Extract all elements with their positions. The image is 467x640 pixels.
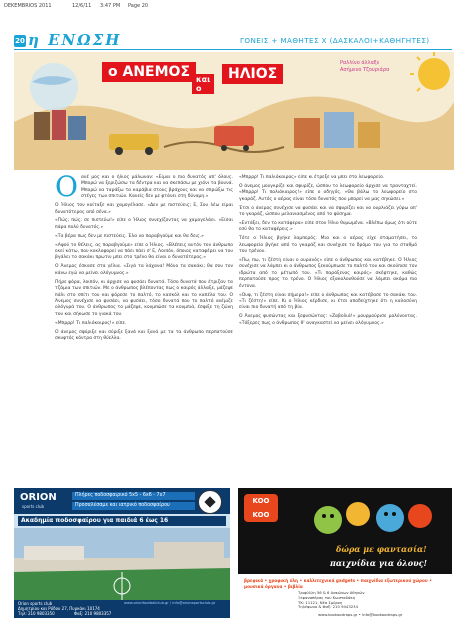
masthead-rule [14, 49, 452, 50]
article-column-1 [55, 170, 233, 345]
drop-cap: Ο [55, 170, 78, 203]
paragraph: Ο Ήλιος τον κοίταξε και χαμογέλασε. «Δεν με πιστεύεις; Ε, Σου λέω είμαι δυνατότερος από σένα.» [55, 203, 233, 215]
kookoo-slogan-2: παιχνίδια για όλους! [330, 558, 428, 568]
cartoon-characters [298, 492, 448, 544]
orion-address-2: Δημητρίου και Ρόδου 27, Πυρκάκι 10174 [18, 606, 100, 611]
article-column-2 [239, 175, 417, 330]
paragraph: Πήρε φόρα, λοιπόν, κι άρχισε να φυσάει δυνατά. Τόσο δυνατά που έτριζαν τα τζάμια των σπιτιών. Με ο άνθρωπος βλέποντας πως ο καιρός άλλαξε, μάζεψε πάλι στο σπίτι του και φόρεσε το παλτό, το κασκόλ και το καπέλο του. Ο Άνεμος συνέχισε να φυσάει, να φυσάει, τόσο δυνατά που το παλτό ανέμιζε ολόγυρά του. Ο άνθρωπος το μάζεψε, κουμπώσε τα κουμπιά, έσφιξε τη ζώνη του και σήκωσε το γιακά του. [55, 279, 233, 317]
orion-fax: Φαξ: 210 9803357 [74, 611, 112, 616]
paragraph: Οανέ μος και ο ήλιος μάλωναν: «Είμαι ο πιο δυνατός απ' όλους. Μπορώ να ξεριζώσω τα δέντρα και να σκεπάσω με χιόνι τα βουνά. Μπορώ να ταράξω τα καράβια στους βράχους και να σπρώξω τις στέγες των σπιτιών. Κανείς δεν με φτάνει στη δύναμη.» [55, 170, 233, 203]
kookoo-logo: KOO KOO [244, 494, 278, 522]
orion-band-1: Πλήρες ποδοσφαιρικό 5x5 - 6x6 - 7x7 [72, 492, 195, 500]
orion-logo: ORION [20, 492, 57, 503]
kookoo-address: Τριφύλλη 56 & 6 Ασκώνων Αθηνών Ξεφαναπέρας του Κωσταδάκη ΤΚ: 11121, Νέα Σμύρνη Τηλέφωνο & Φαξ: 210 9443234 [298, 590, 365, 610]
paragraph: «Αφού το θέλεις, ας παραβγούμε» είπε ο Ήλιος. «Βλέπεις αυτόν τον άνθρωπο εκεί κάτω, που κυκλοφορεί να πάει πάει σ' Ε, Λοιπόν, όποιος καταφέρει να του βγάλει το σακάκι πρωτιν μπει στο τρένο θα είναι ο δυνατότερος.» [55, 242, 233, 261]
title-connector: και ο [192, 74, 214, 94]
kookoo-advertisement[interactable] [238, 488, 452, 618]
print-time: 3:47 PM [100, 3, 121, 9]
paragraph: Τότε ο Ήλιος βγήκε λαμπερός. Μια και ο αέρας είχε σταματήσει, το λεωφορείο βγήκε από το γκαράζ και συνέχισε το δρόμο του για το σταθμό του τρένου. [239, 236, 417, 255]
paragraph: «Ουφ, τι ζέστη είναι σήμερα!» είπε ο άνθρωπος και κατέβασε το σακάκι του. «Τι ζέστη!» είπε. Κι ο Ήλιος κέρδισε, κι έτσι αποδείχτηκε ότι η καλοσύνη είναι πιο δυνατή από τη βία. [239, 292, 417, 311]
paragraph: «Πώς; πώς; σε πιστεύω!» είπε ο Ήλιος συνεχίζοντας να χαμογελάει. «Είσαι πάρα πολύ δυνατός.» [55, 218, 233, 230]
football-icon [198, 490, 222, 514]
orion-band-2: Προσαλέσαμε και ιατρικό ποδοσφαίρου [72, 502, 195, 510]
paragraph: «Μπρρρ! Τι παλιόκαιρος!» είπε. [55, 320, 127, 326]
credit-line-1: Ραλλίνο άλλαξε [340, 60, 380, 66]
kookoo-slogan-1: δώρα με φαντασία! [336, 544, 427, 554]
orion-logo-sub: sports club [22, 504, 45, 509]
credit-line-2: Ασήμενο Τζουριάρα [340, 67, 390, 73]
article-credit [340, 60, 389, 74]
paragraph: Ο άνεμος μουγκρίζε και σφυρίζε, ώσπου το λεωφορείο άρχισε να τρανταχτεί. «Μπρρρ! Τι παλιόκαιρος!» είπε ο οδηγός. «Θα βάλω το λεωφορείο στο γκαράζ. Αυτός ο αέρας είναι τόσο δυνατός που μπορεί να μας σηκώσει.» [239, 183, 417, 202]
section-title: ΓΟΝΕΙΣ + ΜΑΘΗΤΕΣ Χ (ΔΑΣΚΑΛΟΙ+ΚΑΘΗΓΗΤΕΣ) [240, 36, 430, 45]
page-number: 20 [15, 37, 25, 45]
orion-website-link[interactable]: www.orionfootballclub.gr / info@orionsportsclub.gr [124, 601, 216, 605]
paragraph: «Εντάξει, δεν το κατάφερα» είπε στον Ήλιο θυμωμένα. «Βλέπω όμως ότι ούτε εσύ θα το καταφέρεις.» [239, 220, 417, 233]
print-date: 12/6/11 [72, 3, 92, 9]
kookoo-features: βρεφικά • χροφική ύλη • καλλιτεχνικά gadgets • παιχνίδια εξωτερικού χώρου • μουσικά όργανα • βιβλία [244, 578, 432, 589]
paragraph: Έτσι ο άνεμος συνέχισε να φυσάει και να σφυρίζει και να ουρλιάζει γύρω απ' το γκαράζ, ώσπου μελανιασμένος από το φύσημα. [239, 205, 417, 218]
title-sun: ΗΛΙΟΣ [222, 64, 283, 84]
kookoo-website-link[interactable]: www.kookoodraps.gr • info@kookoodraps.gr [318, 612, 403, 617]
orion-academy-band: Ακαδημία ποδοσφαίρου για παιδιά 6 έως 16 [18, 516, 226, 526]
orion-advertisement[interactable] [14, 488, 230, 618]
paragraph: Ο άνεμος σφύριξε και σύριξε ξανά και ξανά με τα τα άνθρωπο περπατούσε σκυφτός κόντρα στη θύελλα. [55, 329, 233, 341]
paragraph: Ο Άνεμος φυσώντας και ξεφυσώντας: «Ζαβολιά!» μουρμούρισε μολύνοντας. «Τόξερες πως ο άνθρωπος θ' αναγκαστεί να μείνει ολόγυμνος.» [239, 314, 417, 326]
orion-address-1: Orion sports club [18, 601, 53, 606]
newspaper-brand: η ΕΝΩΣΗ [28, 31, 122, 49]
paragraph: «Πω, πω, τι ζέστη είναι ο ουρανός» είπε ο άνθρωπος και κατέβηκε. Ο Ήλιος συνέχισε να λάμπει κι ο άνθρωπος ξεκούμπωσε το παλτό του και σκούπισε τον ιδρώτα από το μέτωπό του. «Τι παράξενος καιρός» σκέφτηκε, καθώς περπατούσε προς το τρένο. Ο Ήλιος εξακολουθούσε να λάμπει ακόμα πιο έντονα. [239, 257, 417, 289]
stadium-photo [14, 528, 230, 600]
paragraph: «Τα βέρα πως δεν με πιστεύεις. Έλα να παραβγούμε και θα δεις.» [55, 233, 204, 239]
orion-phone: Τηλ: 210 9803350 [18, 611, 55, 616]
paragraph: «Μπρρρ! Τι παλιόκαιρος» είπε κι έτρεξε να μπει στο λεωφορείο. [239, 175, 385, 180]
title-wind: ο ΑΝΕΜΟΣ [102, 62, 196, 82]
print-page-label: Page 20 [128, 3, 149, 9]
paragraph: Ο Άνεμος έσκασε στα γέλια. «Σιγά τα λάχανα! Μόνο τα σακάκι; θα σου τον κάνω εγώ να μείνει ολόγυμνος.» [55, 264, 233, 276]
file-name: DEKEMBRIOS 2011 [4, 3, 52, 9]
print-info-strip [0, 0, 467, 12]
